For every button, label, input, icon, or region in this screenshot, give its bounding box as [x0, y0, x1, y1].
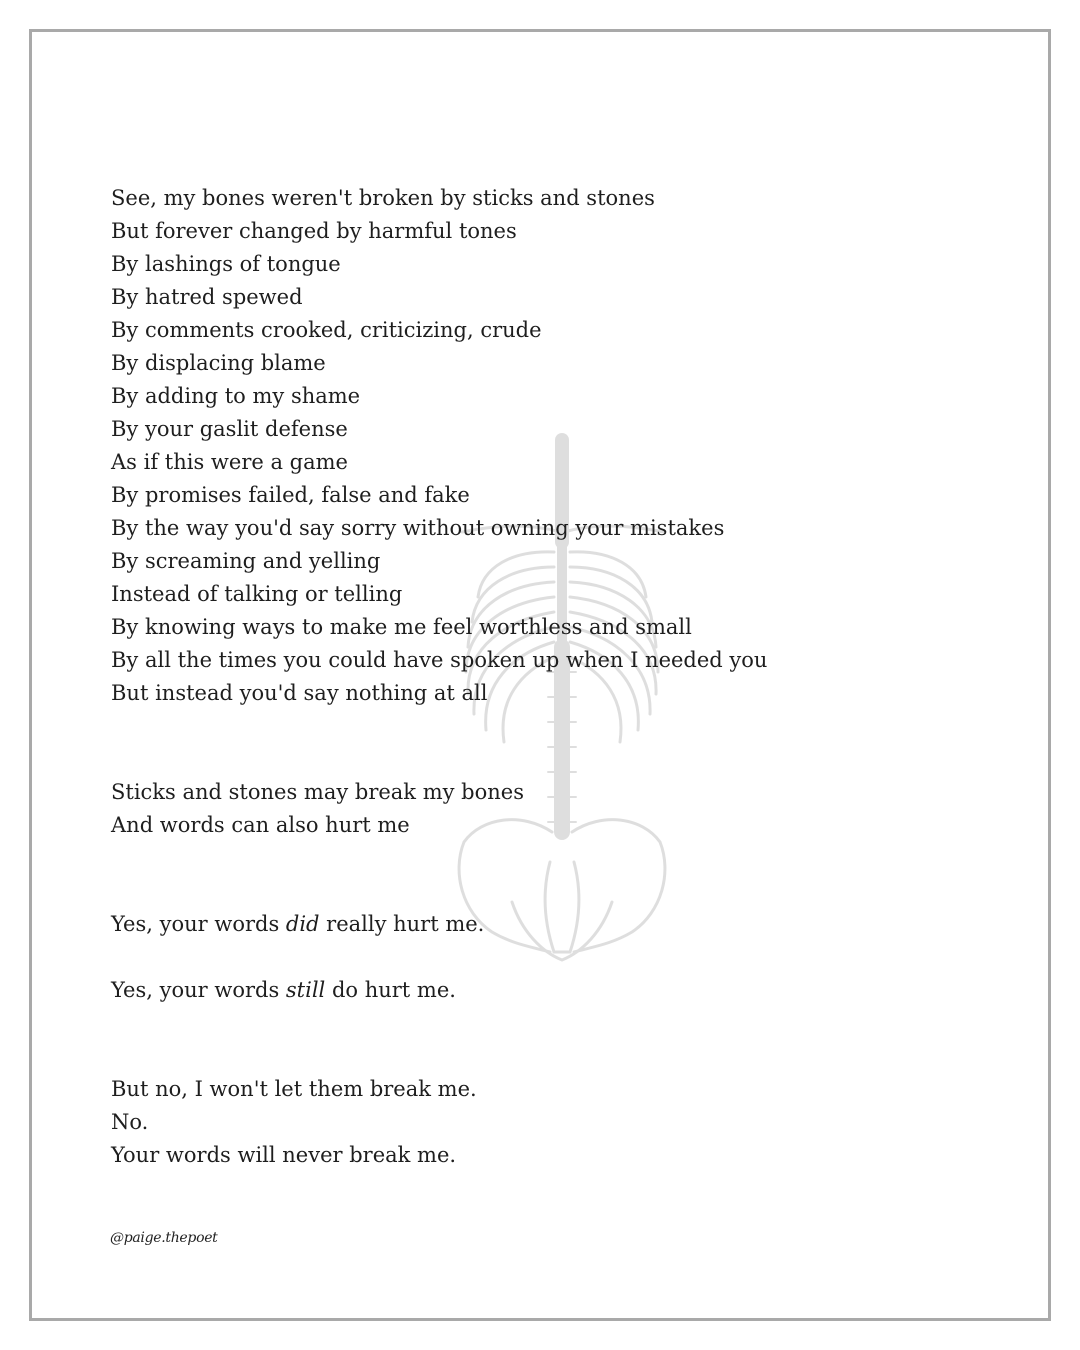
stanza-gap	[111, 941, 971, 974]
poem-line: No.	[111, 1110, 149, 1134]
stanza-gap	[111, 1007, 971, 1073]
poem-line: See, my bones weren't broken by sticks and stones	[111, 186, 655, 210]
poem-line: By comments crooked, criticizing, crude	[111, 318, 542, 342]
stanza-1	[111, 182, 971, 710]
line-text: do hurt me.	[325, 978, 456, 1002]
poem-card	[29, 29, 1051, 1321]
stanza-4	[111, 1073, 971, 1172]
poem-line: Sticks and stones may break my bones	[111, 780, 524, 804]
emphasis-text: did	[285, 912, 320, 936]
stanza-gap	[111, 842, 971, 908]
poem-line: By the way you'd say sorry without owning your mistakes	[111, 516, 725, 540]
stanza-2	[111, 776, 971, 842]
poem-body	[111, 182, 971, 1172]
author-signature: @paige.thepoet	[110, 1230, 218, 1246]
line-text: Yes, your words	[111, 978, 286, 1002]
emphasis-text: still	[285, 978, 326, 1002]
poem-line: By lashings of tongue	[111, 252, 341, 276]
poem-line: But instead you'd say nothing at all	[111, 681, 488, 705]
poem-line: Your words will never break me.	[111, 1143, 457, 1167]
poem-line: But no, I won't let them break me.	[111, 1077, 477, 1101]
poem-line: By promises failed, false and fake	[111, 483, 470, 507]
stanza-gap	[111, 710, 971, 776]
line-text: Yes, your words	[111, 912, 286, 936]
line-text: really hurt me.	[319, 912, 485, 936]
poem-line: By your gaslit defense	[111, 417, 348, 441]
poem-line: And words can also hurt me	[111, 813, 410, 837]
poem-line: By adding to my shame	[111, 384, 361, 408]
poem-line: By knowing ways to make me feel worthless and small	[111, 615, 692, 639]
poem-line: As if this were a game	[111, 450, 348, 474]
poem-line-still	[111, 974, 971, 1007]
poem-line: But forever changed by harmful tones	[111, 219, 517, 243]
poem-line: Instead of talking or telling	[111, 582, 403, 606]
poem-line: By screaming and yelling	[111, 549, 381, 573]
poem-line-did	[111, 908, 971, 941]
poem-line: By hatred spewed	[111, 285, 303, 309]
poem-line: By displacing blame	[111, 351, 326, 375]
poem-line: By all the times you could have spoken up when I needed you	[111, 648, 768, 672]
